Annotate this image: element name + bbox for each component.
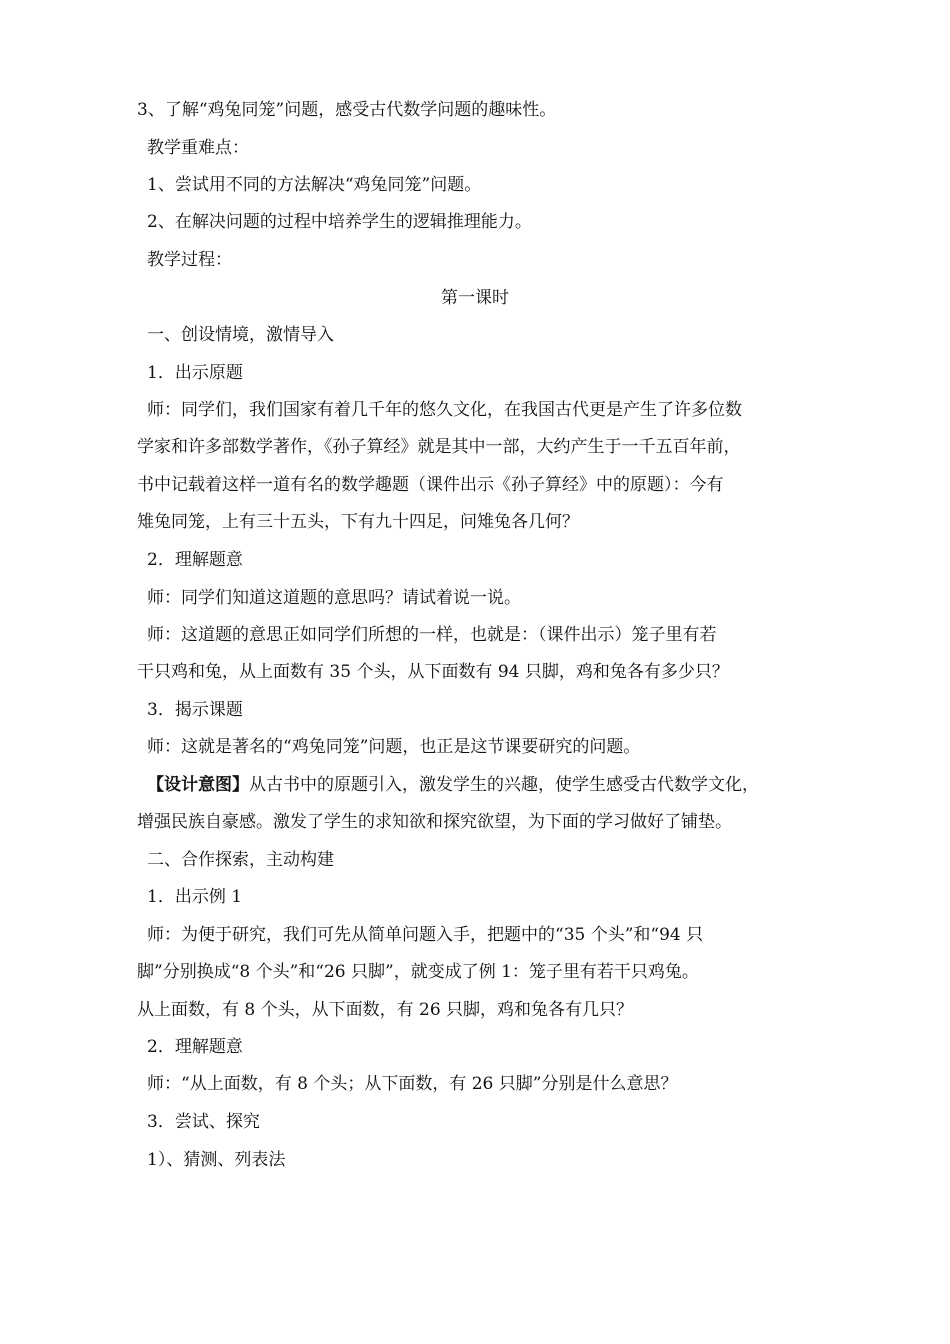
step-2-heading: 2．理解题意 [147, 550, 243, 570]
paragraph-line: 师：为便于研究，我们可先从简单问题入手，把题中的“35 个头”和“94 只 [147, 925, 704, 945]
design-intent-label: 【设计意图】 [147, 775, 249, 795]
section-2-heading: 二、合作探索，主动构建 [147, 850, 334, 870]
lesson-title: 第一课时 [441, 288, 509, 308]
paragraph-line: 学家和许多部数学著作，《孙子算经》就是其中一部，大约产生于一千五百年前， [137, 437, 741, 457]
paragraph-line: 师：同学们，我们国家有着几千年的悠久文化，在我国古代更是产生了许多位数 [147, 400, 742, 420]
paragraph-line: 雉兔同笼，上有三十五头，下有九十四足，问雉兔各几何？ [137, 512, 579, 532]
step-3-heading: 3．尝试、探究 [147, 1112, 260, 1132]
key-point-1: 1、尝试用不同的方法解决“鸡兔同笼”问题。 [147, 175, 482, 195]
paragraph-line: 师：同学们知道这道题的意思吗？请试着说一说。 [147, 588, 521, 608]
sub-step-heading: 1）、猜测、列表法 [147, 1150, 286, 1170]
section-1-heading: 一、创设情境，激情导入 [147, 325, 334, 345]
objective-3: 3、了解“鸡兔同笼”问题，感受古代数学问题的趣味性。 [137, 100, 557, 120]
design-intent-text: 从古书中的原题引入，激发学生的兴趣，使学生感受古代数学文化， [249, 775, 759, 795]
paragraph-line: 从上面数，有 8 个头，从下面数，有 26 只脚，鸡和兔各有几只？ [137, 1000, 634, 1020]
paragraph-line: 脚”分别换成“8 个头”和“26 只脚”，就变成了例 1：笼子里有若干只鸡兔。 [137, 962, 699, 982]
paragraph-line: 师：这道题的意思正如同学们所想的一样，也就是：（课件出示）笼子里有若 [147, 625, 717, 645]
step-2-heading: 2．理解题意 [147, 1037, 243, 1057]
paragraph-line: 师：“从上面数，有 8 个头；从下面数，有 26 只脚”分别是什么意思？ [147, 1074, 678, 1094]
key-point-2: 2、在解决问题的过程中培养学生的逻辑推理能力。 [147, 212, 532, 232]
step-1-heading: 1．出示原题 [147, 363, 243, 383]
step-1-heading: 1．出示例 1 [147, 887, 243, 907]
paragraph-line: 书中记载着这样一道有名的数学趣题（课件出示《孙子算经》中的原题）：今有 [137, 475, 724, 495]
heading-process: 教学过程： [147, 250, 232, 270]
paragraph-line: 增强民族自豪感。激发了学生的求知欲和探究欲望，为下面的学习做好了铺垫。 [137, 812, 732, 832]
heading-key-points: 教学重难点： [147, 138, 249, 158]
design-intent-line [147, 774, 837, 796]
paragraph-line: 师：这就是著名的“鸡兔同笼”问题，也正是这节课要研究的问题。 [147, 737, 641, 757]
paragraph-line: 干只鸡和兔，从上面数有 35 个头，从下面数有 94 只脚，鸡和兔各有多少只？ [137, 662, 729, 682]
step-3-heading: 3．揭示课题 [147, 700, 243, 720]
